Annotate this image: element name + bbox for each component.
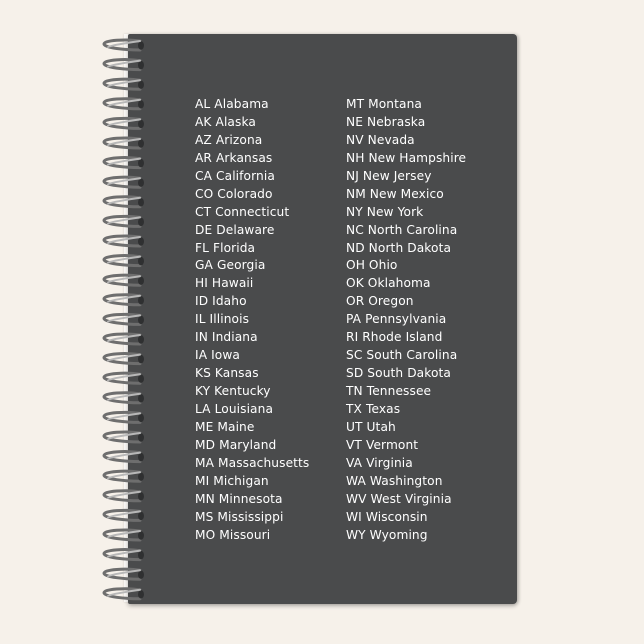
- state-entry: OK Oklahoma: [346, 276, 431, 291]
- state-entry: MA Massachusetts: [195, 455, 310, 470]
- coil-loop: [104, 60, 144, 70]
- state-entry: TN Tennessee: [346, 384, 432, 398]
- state-entry: DE Delaware: [195, 222, 275, 237]
- coil-loop: [104, 275, 144, 285]
- state-list-left: [195, 96, 309, 544]
- state-entry: MS Mississippi: [195, 509, 284, 524]
- coil-loop: [104, 393, 144, 403]
- coil-loop: [104, 589, 144, 599]
- state-entry: WY Wyoming: [346, 527, 428, 542]
- state-entry: WI Wisconsin: [346, 509, 428, 524]
- state-entry: PA Pennsylvania: [346, 312, 447, 327]
- coil-loop: [104, 530, 144, 540]
- state-entry: AK Alaska: [195, 114, 256, 129]
- state-entry: RI Rhode Island: [346, 330, 443, 345]
- state-entry: SC South Carolina: [346, 348, 458, 363]
- state-entry: MT Montana: [346, 97, 422, 111]
- state-entry: GA Georgia: [195, 258, 266, 273]
- state-entry: MO Missouri: [195, 527, 271, 542]
- state-entry: WA Washington: [346, 473, 443, 488]
- coil-loop: [104, 373, 144, 383]
- state-entry: CT Connecticut: [195, 204, 290, 219]
- coil-loop: [104, 158, 144, 168]
- state-entry: NY New York: [346, 204, 424, 219]
- coil-loop: [104, 432, 144, 442]
- coil-loop: [104, 177, 144, 187]
- state-entry: IL Illinois: [195, 312, 250, 327]
- state-entry: NC North Carolina: [346, 222, 458, 237]
- state-entry: SD South Dakota: [346, 366, 451, 381]
- coil-loop: [104, 79, 144, 89]
- coil-loop: [104, 40, 144, 50]
- state-entry: LA Louisiana: [195, 401, 274, 416]
- state-entry: ND North Dakota: [346, 240, 452, 255]
- state-entry: KS Kansas: [195, 366, 259, 381]
- spiral-binding: [96, 34, 156, 602]
- coil-loop: [104, 510, 144, 520]
- state-entry: NE Nebraska: [346, 114, 426, 129]
- state-entry: CO Colorado: [195, 186, 273, 201]
- coil-loop: [104, 569, 144, 579]
- coil-loop: [104, 216, 144, 226]
- state-entry: CA California: [195, 168, 275, 183]
- coil-loop: [104, 295, 144, 305]
- state-entry: AR Arkansas: [195, 150, 273, 165]
- coil-loop: [104, 452, 144, 462]
- coil-loop: [104, 236, 144, 246]
- state-entry: WV West Virginia: [346, 491, 452, 506]
- state-entry: NJ New Jersey: [346, 168, 432, 183]
- coil-loop: [104, 550, 144, 560]
- state-entry: ME Maine: [195, 419, 255, 434]
- coil-loop: [104, 471, 144, 481]
- state-entry: IA Iowa: [195, 348, 240, 363]
- state-entry: OR Oregon: [346, 294, 414, 309]
- coil-loop: [104, 138, 144, 148]
- coil-loop: [104, 256, 144, 266]
- state-entry: UT Utah: [346, 419, 396, 434]
- state-entry: ID Idaho: [195, 294, 247, 309]
- state-entry: TX Texas: [346, 401, 401, 416]
- coil-loop: [104, 197, 144, 207]
- coil-loop: [104, 334, 144, 344]
- state-entry: AZ Arizona: [195, 132, 263, 147]
- state-entry: KY Kentucky: [195, 384, 271, 398]
- coil-loop: [104, 491, 144, 501]
- state-entry: NH New Hampshire: [346, 150, 467, 165]
- state-entry: NV Nevada: [346, 132, 415, 147]
- coil-loop: [104, 99, 144, 109]
- state-entry: VT Vermont: [346, 437, 419, 452]
- state-entry: IN Indiana: [195, 330, 258, 345]
- coil-loop: [104, 118, 144, 128]
- state-entry: AL Alabama: [195, 97, 269, 111]
- coil-loop: [104, 412, 144, 422]
- state-entry: NM New Mexico: [346, 186, 444, 201]
- notebook-cover: [128, 34, 517, 604]
- state-list-right: [346, 96, 466, 544]
- coil-loop: [104, 354, 144, 364]
- coil-loop: [104, 314, 144, 324]
- state-entry: MI Michigan: [195, 473, 269, 488]
- state-entry: HI Hawaii: [195, 276, 254, 291]
- state-entry: OH Ohio: [346, 258, 398, 273]
- state-entry: MN Minnesota: [195, 491, 283, 506]
- state-entry: MD Maryland: [195, 437, 277, 452]
- state-entry: VA Virginia: [346, 455, 413, 470]
- state-entry: FL Florida: [195, 240, 256, 255]
